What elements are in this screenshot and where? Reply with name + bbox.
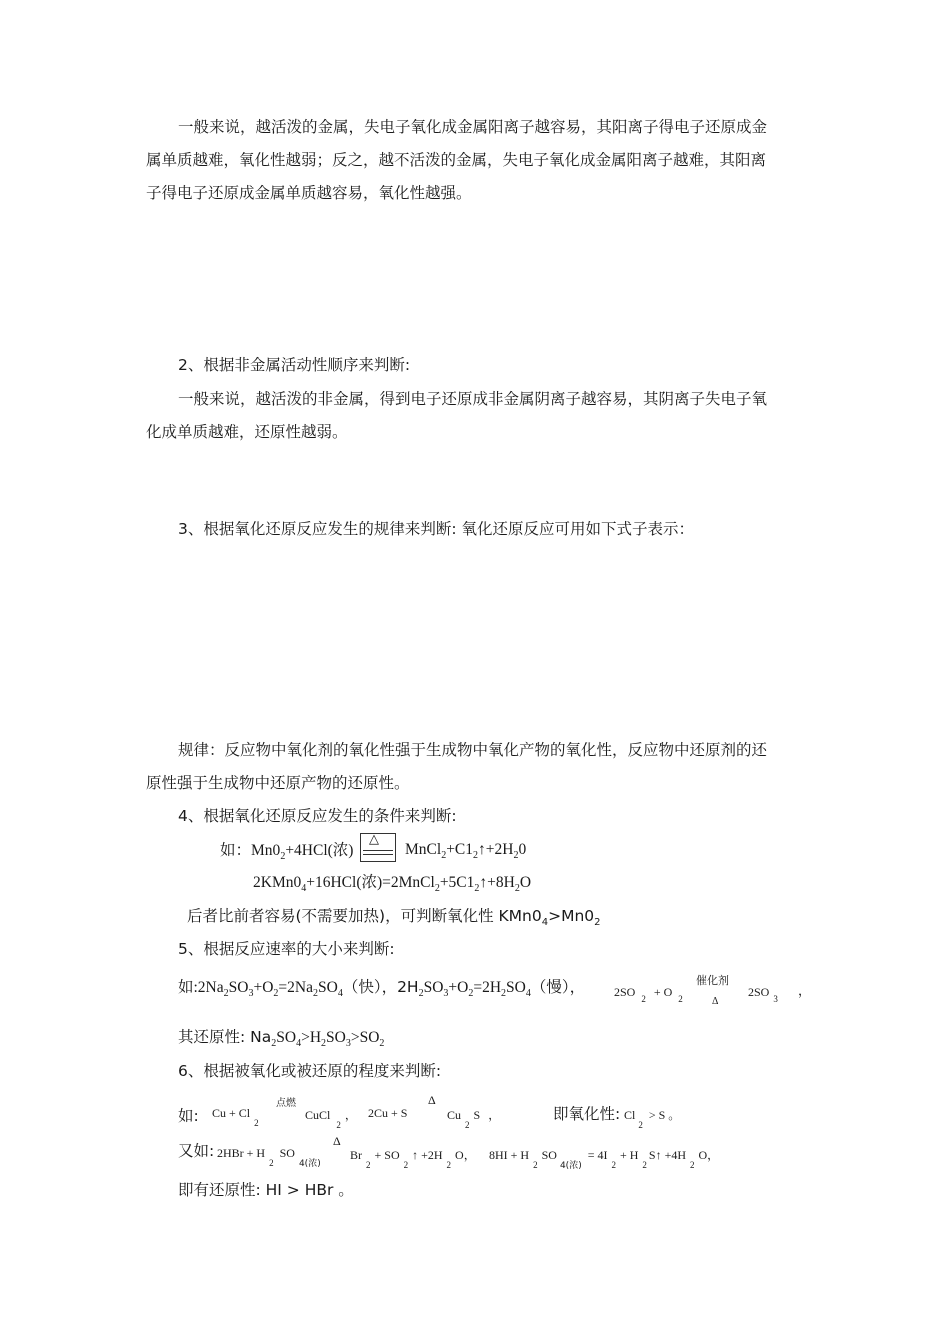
section-6-heading: 6、根据被氧化或被还原的程度来判断:: [178, 1062, 442, 1080]
section-4-heading: 4、根据氧化还原反应发生的条件来判断:: [178, 807, 457, 825]
equation-hbr-h2so4: $2HBr + H_2SO_{4(浓)}$: [217, 1146, 321, 1169]
equation-cu-s: 2Cu + S: [368, 1106, 408, 1120]
equation-mncl2-products: $MnCl_2+C1_2↑+2H_20$: [405, 841, 527, 861]
equation-hi-h2so4: $8HI + H_2SO_{4(浓)}= 4I_2+$ $H_2S↑ +4H_2O$，: [489, 1148, 720, 1171]
catalytic-equation-right: 2SO $_3$: [748, 985, 778, 1004]
heat-condition: Δ: [712, 996, 719, 1007]
heating-arrow-box: [360, 833, 396, 862]
section-4-conclusion: 后者比前者容易(不需要加热)，可判断氧化性 $KMn0_4>Mn0_2$: [187, 907, 601, 928]
section-2-line-2: 化成单质越难，还原性越弱。: [146, 423, 348, 441]
section-5-heading: 5、根据反应速率的大小来判断:: [178, 940, 395, 958]
catalyst-condition: 催化剂: [696, 974, 729, 987]
equation-cu2s-product: $Cu_2S$ ，: [447, 1108, 501, 1130]
paragraph-metal-line-3: 子得电子还原成金属单质越容易，氧化性越强。: [146, 184, 472, 202]
equation-br2-products: $Br_2+$ $SO_2↑ +2H_2O$，: [350, 1148, 476, 1170]
equation-sulfite-rates: 如$:2Na_2SO_3+O_2=2Na_2SO_4$（快），$2H_2SO_3+O_2=2H_2SO_4$（慢），: [178, 978, 586, 999]
section-6-result: 即有还原性: HI > HBr 。: [178, 1181, 354, 1199]
section-2-heading: 2、根据非金属活动性顺序来判断:: [178, 356, 411, 374]
equation-kmno4-hcl: $2KMn0_4+16HCl$(浓)$=2MnCl_2+5C1_2↑+8H_2O$: [253, 874, 532, 894]
equation-double-line: [363, 850, 393, 851]
paragraph-metal-line-1: 一般来说，越活泼的金属，失电子氧化成金属阳离子越容易，其阳离子得电子还原成金: [178, 118, 768, 136]
example-1-conclusion: 即氧化性:: [553, 1105, 621, 1123]
equation-cucl2-product: CuCl$_2$，: [305, 1108, 357, 1130]
oxidizing-order: $Cl_2> S$ 。: [624, 1108, 681, 1130]
section-3-heading: 3、根据氧化还原反应发生的规律来判断: 氧化还原反应可用如下式子表示：: [178, 520, 695, 538]
paragraph-metal-line-2: 属单质越难，氧化性越弱；反之，越不活泼的金属，失电子氧化成金属阳离子越难，其阳离: [146, 151, 767, 169]
heat-condition-3: Δ: [333, 1134, 341, 1148]
heating-condition: △: [369, 831, 379, 846]
equation-cu-cl2: $Cu + Cl_2$: [212, 1106, 259, 1128]
section-5-result: 其还原性: $Na_2SO_4>H_2SO_3>SO_2$: [178, 1028, 385, 1049]
heat-condition-2: Δ: [428, 1093, 436, 1107]
catalytic-comma: ，: [798, 983, 812, 998]
example-1-prefix: 如:: [178, 1107, 199, 1125]
section-2-line-1: 一般来说，越活泼的非金属，得到电子还原成非金属阴离子越容易，其阴离子失电子氧: [178, 390, 768, 408]
example-2-prefix: 又如:: [178, 1142, 215, 1160]
catalytic-equation-left: 2SO $_2$ + O $_2$: [614, 985, 683, 1004]
equation-mno2-hcl: 如：$Mn0_2+4HCl$(浓): [220, 841, 354, 862]
rule-line-1: 规律：反应物中氧化剂的氧化性强于生成物中氧化产物的氧化性，反应物中还原剂的还: [178, 741, 768, 759]
rule-line-2: 原性强于生成物中还原产物的还原性。: [146, 774, 410, 792]
ignition-condition: 点燃: [276, 1098, 296, 1109]
